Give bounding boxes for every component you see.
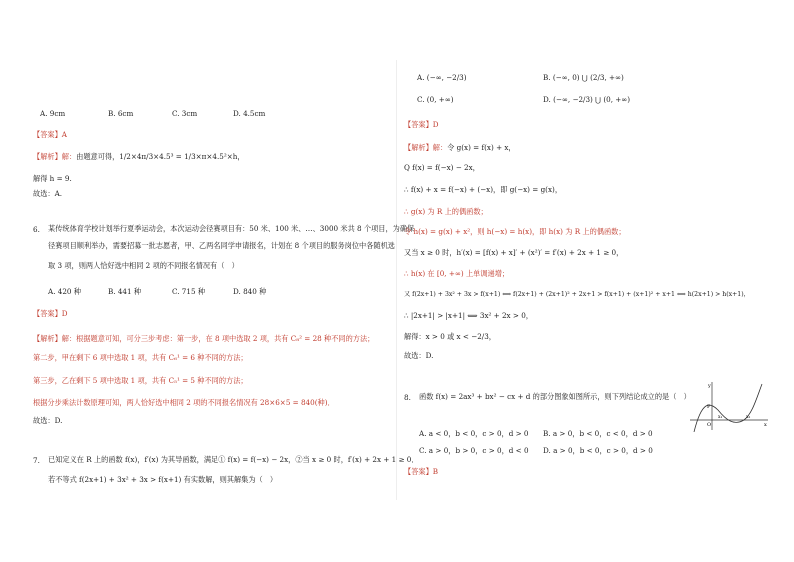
question-7-line-2: 若不等式 f(2x+1) + 3x² + 3x > f(x+1) 有实数解，则其解集为（ ） [48,475,278,484]
q7-option-b: B. (−∞, 0) ⋃ (2/3, +∞) [543,73,624,82]
y-axis-label: y [708,383,711,389]
q7-step-6: 又当 x ≥ 0 时，h′(x) = [f(x) + x]′ + (x²)′ = f′(x) + 2x + 1 ≥ 0， [404,248,624,257]
q8-option-c: C. a > 0，b > 0，c > 0，d < 0 [419,446,529,455]
q8-answer: 【答案】B [404,467,439,476]
q6-option-d: D. 840 种 [233,287,267,296]
choose-line: 故选：A. [33,189,63,198]
q8-option-d: D. a > 0，b < 0，c > 0，d > 0 [543,446,653,455]
analysis-text: 由题意可得，1/2×4π/3×4.5³ = 1/3×π×4.5²×h， [76,152,245,161]
q7-step-4: ∴ g(x) 为 R 上的偶函数； [404,207,488,216]
option-c: C. 3cm [172,109,198,118]
x2-label: x₂ [746,415,751,420]
q7-choose: 故选：D. [404,351,434,360]
curve [694,384,762,432]
question-7-line-1: 已知定义在 R 上的函数 f(x)，f′(x) 为其导函数，满足① f(x) = f(−x) − 2x，②当 x ≥ 0 时，f′(x) + 2x + 1 ≥ 0． [48,455,419,464]
column-divider [396,60,397,500]
q6-choose: 故选：D. [33,416,63,425]
q7-option-d: D. (−∞, −2/3) ⋃ (0, +∞) [543,95,631,104]
function-graph [688,380,770,432]
answer-label: 【答案】A [33,130,67,139]
q7-step-7: ∴ h(x) 在 [0, +∞) 上单调递增； [404,269,510,278]
analysis-label: 【解析】解： [33,152,77,161]
q7-step-8: 又 f(2x+1) + 3x² + 3x > f(x+1) ⟺ f(2x+1) + (2x+1)² + 2x+1 > f(x+1) + (x+1)² + x+1 ⟺ h(2x+1) > h(x+1)， [404,291,750,298]
q7-analysis-label: 【解析】解： [404,143,448,152]
question-8-text: 函数 f(x) = 2ax³ + bx² − cx + d 的部分图象如图所示，则下列结论成立的是（ ） [419,392,691,401]
q7-step-10: 解得：x > 0 或 x < −2/3， [404,332,496,341]
question-6-line-3: 取 3 项，则两人恰好选中相同 2 项的不同报名情况有（ ） [48,261,239,270]
option-d: D. 4.5cm [233,109,266,118]
q7-analysis-text: 令 g(x) = f(x) + x， [447,143,516,152]
x1-label: x₁ [718,415,723,420]
q6-step-1: 【解析】解：根据题意可知，可分三步考虑：第一步，在 8 项中选取 2 项，共有 C₈² = 28 种不同的方法； [33,334,375,343]
q6-option-a: A. 420 种 [48,287,81,296]
q7-answer: 【答案】D [404,120,439,129]
q8-option-a: A. a < 0，b < 0，c > 0，d > 0 [419,429,529,438]
q6-step-4: 根据分步乘法计数原理可知，两人恰好选中相同 2 项的不同报名情况有 28×6×5 = 840(种)． [33,398,335,407]
q6-step-3: 第三步，乙在剩下 5 项中选取 1 项，共有 C₅¹ = 5 种不同的方法； [33,376,248,385]
point-p-label: P [707,404,711,410]
q6-option-c: C. 715 种 [172,287,206,296]
question-6-line-2: 径赛项目顺利举办，需要招募一批志愿者，甲、乙两名同学申请报名，计划在 8 个项目的服务岗位中各随机选 [48,241,395,250]
q6-option-b: B. 441 种 [108,287,142,296]
q6-answer: 【答案】D [33,309,68,318]
question-6-line-1: 某传统体育学校计划举行夏季运动会，本次运动会径赛项目有：50 米、100 米、…、3000 米共 8 个项目，为确保 [48,224,415,233]
q6-step-2: 第二步，甲在剩下 6 项中选取 1 项，共有 C₆¹ = 6 种不同的方法； [33,353,248,362]
q7-analysis-line [404,143,516,152]
q7-step-5: 令 h(x) = g(x) + x²，则 h(−x) = h(x)，即 h(x) 为 R 上的偶函数； [404,227,626,236]
x-axis-label: x [764,422,767,428]
option-a: A. 9cm [40,109,66,118]
origin-label: O [707,422,712,428]
q7-option-a: A. (−∞, −2/3) [417,73,467,82]
analysis-line [33,152,245,161]
question-8-number: 8. [404,393,411,402]
option-b: B. 6cm [108,109,134,118]
q8-option-b: B. a > 0，b < 0，c < 0，d > 0 [543,429,653,438]
q7-step-9: ∴ |2x+1| > |x+1| ⟺ 3x² + 2x > 0， [404,311,533,320]
q7-step-3: ∴ f(x) + x = f(−x) + (−x)，即 g(−x) = g(x)， [404,185,563,194]
question-7-number: 7. [33,456,40,465]
q7-option-c: C. (0, +∞) [417,95,454,104]
solution-line: 解得 h = 9. [33,174,72,183]
question-6-number: 6. [33,225,40,234]
q7-step-2: Q f(x) = f(−x) − 2x， [404,163,480,172]
